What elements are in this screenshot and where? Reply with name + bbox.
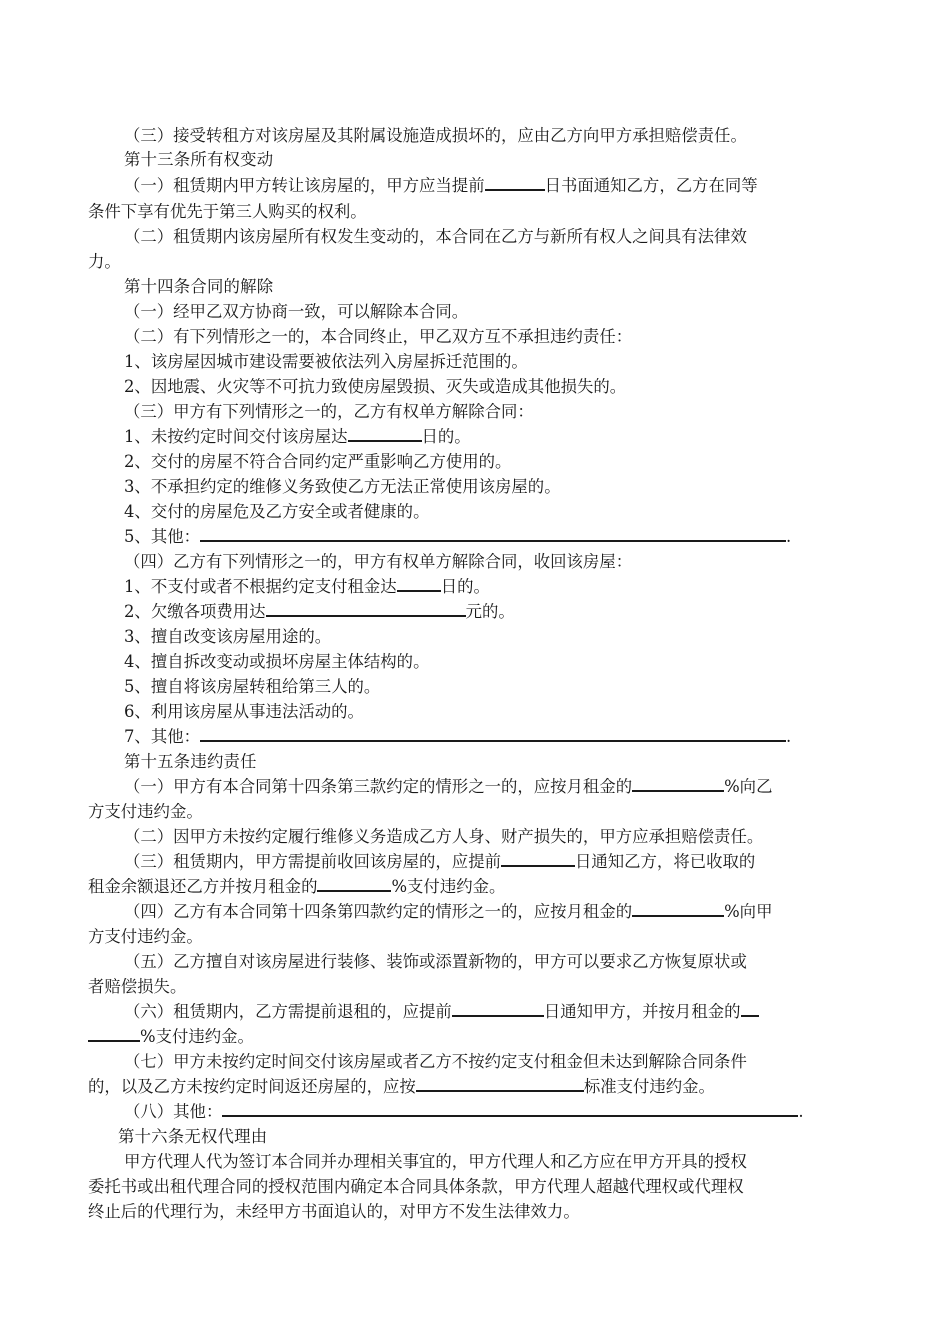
paragraph-line: 甲方代理人代为签订本合同并办理相关事宜的，甲方代理人和乙方应在甲方开具的授权 [124, 1152, 747, 1171]
fill-blank [501, 850, 575, 867]
paragraph-line: 者赔偿损失。 [88, 977, 187, 996]
fill-blank [485, 174, 545, 191]
paragraph-line: （四）乙方有下列情形之一的，甲方有权单方解除合同，收回该房屋： [124, 552, 633, 571]
paragraph-line: （三）接受转租方对该房屋及其附属设施造成损坏的，应由乙方向甲方承担赔偿责任。 [124, 126, 747, 145]
paragraph-line: （三）租赁期内，甲方需提前收回该房屋的，应提前 日通知乙方，将已收取的 [124, 852, 756, 871]
list-item: 4、交付的房屋危及乙方安全或者健康的。 [124, 502, 430, 521]
paragraph-line: （一）租赁期内甲方转让该房屋的，甲方应当提前 日书面通知乙方，乙方在同等 [124, 176, 758, 195]
fill-blank [317, 875, 391, 892]
paragraph-line: %支付违约金。 [88, 1025, 254, 1049]
list-item: 3、不承担约定的维修义务致使乙方无法正常使用该房屋的。 [124, 477, 561, 496]
list-item: 6、利用该房屋从事违法活动的。 [124, 702, 364, 721]
paragraph-line: （七）甲方未按约定时间交付该房屋或者乙方不按约定支付租金但未达到解除合同条件 [124, 1052, 747, 1071]
paragraph-line: 条件下享有优先于第三人购买的权利。 [88, 202, 367, 221]
fill-blank [222, 1100, 798, 1117]
paragraph-line: （三）甲方有下列情形之一的，乙方有权单方解除合同： [124, 402, 534, 421]
paragraph-line: （二）租赁期内该房屋所有权发生变动的，本合同在乙方与新所有权人之间具有法律效 [124, 227, 747, 246]
list-item: 5、擅自将该房屋转租给第三人的。 [124, 677, 381, 696]
paragraph-line: 委托书或出租代理合同的授权范围内确定本合同具体条款，甲方代理人超越代理权或代理权 [88, 1177, 744, 1196]
list-item: 1、该房屋因城市建设需要被依法列入房屋拆迁范围的。 [124, 352, 528, 371]
fill-blank [452, 1000, 544, 1017]
fill-blank [200, 725, 786, 742]
list-item: 2、欠缴各项费用达 元的。 [124, 602, 515, 621]
fill-blank [397, 575, 441, 592]
list-item: 4、擅自拆改变动或损坏房屋主体结构的。 [124, 652, 430, 671]
paragraph-line: （五）乙方擅自对该房屋进行装修、装饰或添置新物的，甲方可以要求乙方恢复原状或 [124, 952, 747, 971]
paragraph-line: （二）有下列情形之一的，本合同终止，甲乙双方互不承担违约责任： [124, 327, 633, 346]
paragraph-line: 力。 [88, 252, 121, 271]
paragraph-line: （六）租赁期内，乙方需提前退租的，应提前 日通知甲方，并按月租金的 [124, 1000, 759, 1024]
fill-blank [200, 525, 786, 542]
list-item: 3、擅自改变该房屋用途的。 [124, 627, 332, 646]
paragraph-line: （一）经甲乙双方协商一致，可以解除本合同。 [124, 302, 469, 321]
article-13-heading: 第十三条所有权变动 [124, 150, 274, 169]
paragraph-line: 终止后的代理行为，未经甲方书面追认的，对甲方不发生法律效力。 [88, 1202, 580, 1221]
paragraph-line: 租金余额退还乙方并按月租金的 %支付违约金。 [88, 877, 506, 896]
fill-blank [741, 1000, 759, 1017]
list-item: 7、其他： . [124, 727, 792, 746]
paragraph-line: 方支付违约金。 [88, 927, 203, 946]
list-item: 5、其他： . [124, 527, 792, 546]
paragraph-line: （八）其他： . [124, 1102, 804, 1121]
paragraph-line: 的，以及乙方未按约定时间返还房屋的，应按 标准支付违约金。 [88, 1077, 715, 1096]
list-item: 1、未按约定时间交付该房屋达 日的。 [124, 427, 471, 446]
list-item: 2、因地震、火灾等不可抗力致使房屋毁损、灭失或造成其他损失的。 [124, 377, 627, 396]
list-item: 1、不支付或者不根据约定支付租金达 日的。 [124, 577, 490, 596]
paragraph-line: （二）因甲方未按约定履行维修义务造成乙方人身、财产损失的，甲方应承担赔偿责任。 [124, 827, 764, 846]
article-15-heading: 第十五条违约责任 [124, 752, 257, 771]
article-16-heading: 第十六条无权代理由 [118, 1127, 268, 1146]
fill-blank [348, 425, 422, 442]
list-item: 2、交付的房屋不符合合同约定严重影响乙方使用的。 [124, 452, 512, 471]
fill-blank [416, 1075, 584, 1092]
paragraph-line: （四）乙方有本合同第十四条第四款约定的情形之一的，应按月租金的 %向甲 [124, 902, 773, 921]
fill-blank [632, 775, 724, 792]
fill-blank [266, 600, 466, 617]
paragraph-line: （一）甲方有本合同第十四条第三款约定的情形之一的，应按月租金的 %向乙 [124, 777, 773, 796]
fill-blank [632, 900, 724, 917]
article-14-heading: 第十四条合同的解除 [124, 277, 274, 296]
fill-blank [88, 1025, 140, 1042]
paragraph-line: 方支付违约金。 [88, 802, 203, 821]
